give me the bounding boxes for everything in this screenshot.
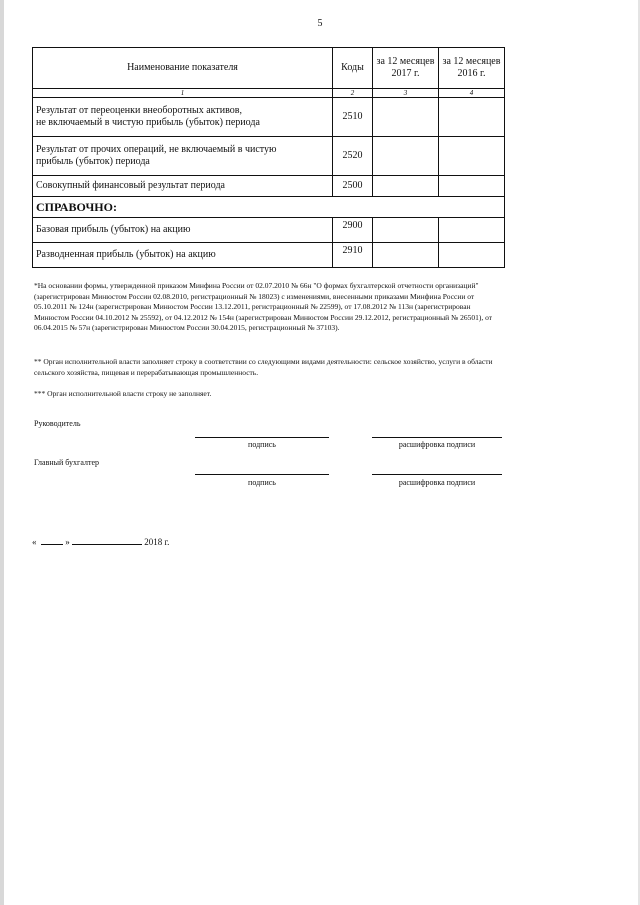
header-period-2017: за 12 месяцев 2017 г. — [373, 48, 439, 89]
row-name: Базовая прибыль (убыток) на акцию — [33, 218, 333, 243]
reference-row — [33, 197, 505, 218]
row-name-line: Результат от прочих операций, не включаемый в чистую — [36, 144, 277, 155]
row-value-2016 — [439, 243, 505, 268]
footnote-legal-basis: *На основании формы, утвержденной приказом Минфина России от 02.07.2010 № 66н "О формах бухгалтерской отчетности организаций" (зарегистрирован Минюстом России 02.08.2010, регистрационный № 18023) с изменениями, внесенными приказами Минфина России от 05.10.2011 № 124н (зарегистрирован Минюстом России 13.12.2011, регистрационный № 22599), от 17.08.2012 № 113н (зарегистрирован Минюстом России 04.10.2012 № 25592), от 04.12.2012 № 154н (зарегистрирован Минюстом России 29.12.2012, регистрационный № 26501), от 06.04.2015 № 57н (зарегистрирован Минюстом России 30.04.2015, регистрационный № 37103). — [34, 281, 492, 332]
accountant-signature-line[interactable] — [195, 474, 329, 475]
accountant-decoding-caption: расшифровка подписи — [398, 478, 476, 487]
header-code: Коды — [333, 48, 373, 89]
row-value-2017 — [373, 243, 439, 268]
row-value-2016 — [439, 137, 505, 176]
row-code: 2910 — [333, 243, 373, 268]
director-signature-line[interactable] — [195, 437, 329, 438]
row-name: Совокупный финансовый результат периода — [33, 176, 333, 197]
page-number: 5 — [317, 18, 323, 29]
row-name — [33, 137, 333, 176]
financial-report-table — [32, 47, 505, 268]
table-row — [33, 218, 505, 243]
director-decoding-caption: расшифровка подписи — [398, 440, 476, 449]
footnote-fill-rule: ** Орган исполнительной власти заполняет строку в соответствии со следующими видами деятельности: сельское хозяйство, услуги в области сельского хозяйства, пищевая и перерабатывающая промышленность. — [34, 357, 493, 377]
row-value-2017 — [373, 137, 439, 176]
accountant-decoding-line[interactable] — [372, 474, 502, 475]
column-index: 4 — [439, 89, 505, 98]
reference-label: СПРАВОЧНО: — [33, 197, 505, 218]
table-row — [33, 243, 505, 268]
row-value-2017 — [373, 176, 439, 197]
header-name: Наименование показателя — [33, 48, 333, 89]
table-row — [33, 137, 505, 176]
page-left-edge — [0, 0, 4, 905]
footnote-no-fill: *** Орган исполнительной власти строку не заполняет. — [34, 389, 212, 398]
column-index: 1 — [33, 89, 333, 98]
director-signature-caption: подпись — [248, 440, 276, 449]
row-code: 2900 — [333, 218, 373, 243]
row-code: 2500 — [333, 176, 373, 197]
row-name-line: Результат от переоценки внеоборотных активов, — [36, 105, 242, 116]
table-header-row — [33, 48, 505, 89]
date-quote-close: » — [65, 537, 70, 547]
director-label: Руководитель — [34, 419, 81, 428]
row-code: 2520 — [333, 137, 373, 176]
column-index: 3 — [373, 89, 439, 98]
column-index-row — [33, 89, 505, 98]
column-index: 2 — [333, 89, 373, 98]
row-name — [33, 98, 333, 137]
row-name-line: не включаемый в чистую прибыль (убыток) периода — [36, 117, 260, 128]
row-value-2016 — [439, 218, 505, 243]
director-decoding-line[interactable] — [372, 437, 502, 438]
table-row — [33, 98, 505, 137]
chief-accountant-label: Главный бухгалтер — [34, 458, 99, 467]
accountant-signature-caption: подпись — [248, 478, 276, 487]
date-day-blank[interactable] — [41, 544, 63, 545]
row-value-2016 — [439, 176, 505, 197]
row-value-2017 — [373, 98, 439, 137]
date-field — [32, 537, 169, 547]
row-name-line: прибыль (убыток) периода — [36, 156, 150, 167]
row-code: 2510 — [333, 98, 373, 137]
row-value-2016 — [439, 98, 505, 137]
date-quote-open: « — [32, 537, 37, 547]
header-period-2016: за 12 месяцев 2016 г. — [439, 48, 505, 89]
row-name: Разводненная прибыль (убыток) на акцию — [33, 243, 333, 268]
date-month-blank[interactable] — [72, 544, 142, 545]
table-row — [33, 176, 505, 197]
row-value-2017 — [373, 218, 439, 243]
date-year-text: 2018 г. — [144, 537, 170, 547]
